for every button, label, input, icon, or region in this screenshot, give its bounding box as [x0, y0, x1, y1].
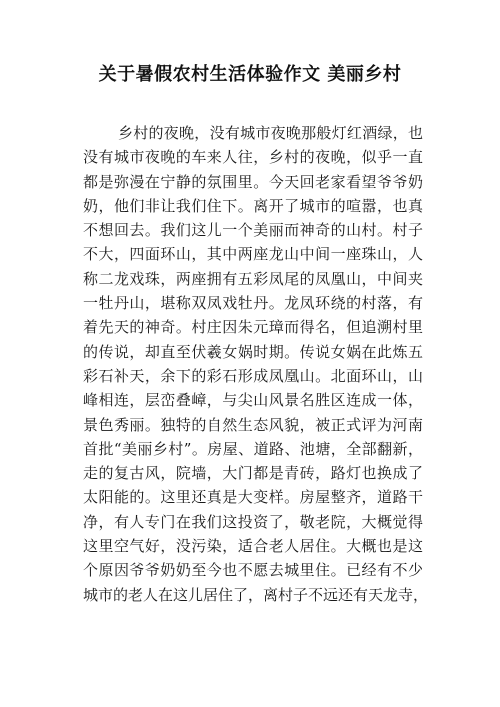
body-line: 彩石补天，余下的彩石形成凤凰山。北面环山，山 — [83, 366, 423, 385]
body-line: 没有城市夜晚的车来人往，乡村的夜晚，似乎一直 — [83, 148, 423, 167]
body-line: 首批“美丽乡村”。房屋、道路、池塘，全部翻新， — [83, 439, 423, 458]
body-line: 城市的老人在这儿居住了，离村子不远还有天龙寺， — [83, 585, 429, 604]
body-line: 奶，他们非让我们住下。离开了城市的喧嚣，也真 — [83, 196, 423, 215]
body-line: 走的复古风，院墙，大门都是青砖，路灯也换成了 — [83, 464, 423, 483]
body-line: 不大，四面环山，其中两座龙山中间一座珠山，人 — [83, 245, 423, 264]
body-line: 都是弥漫在宁静的氛围里。今天回老家看望爷爷奶 — [83, 172, 423, 191]
body-line: 景色秀丽。独特的自然生态风貌，被正式评为河南 — [83, 415, 423, 434]
document-body — [83, 121, 429, 607]
body-line: 个原因爷爷奶奶至今也不愿去城里住。已经有不少 — [83, 561, 423, 580]
body-line: 不想回去。我们这儿一个美丽而神奇的山村。村子 — [83, 221, 423, 240]
body-line: 净，有人专门在我们这投资了，敬老院，大概觉得 — [83, 512, 423, 531]
body-line: 太阳能的。这里还真是大变样。房屋整齐，道路干 — [83, 488, 423, 507]
body-line: 着先天的神奇。村庄因朱元璋而得名，但追溯村里 — [83, 318, 423, 337]
body-line: 称二龙戏珠，两座拥有五彩凤尾的凤凰山，中间夹 — [83, 269, 423, 288]
body-line: 一牡丹山，堪称双凤戏牡丹。龙凤环绕的村落，有 — [83, 294, 423, 313]
body-line: 峰相连，层峦叠嶂，与尖山风景名胜区连成一体， — [83, 391, 423, 410]
body-line: 乡村的夜晚，没有城市夜晚那般灯红酒绿，也 — [118, 124, 423, 142]
document-title: 关于暑假农村生活体验作文 美丽乡村 — [98, 64, 402, 85]
body-line: 这里空气好，没污染，适合老人居住。大概也是这 — [83, 537, 423, 556]
body-line: 的传说，却直至伏羲女娲时期。传说女娲在此炼五 — [83, 342, 423, 361]
